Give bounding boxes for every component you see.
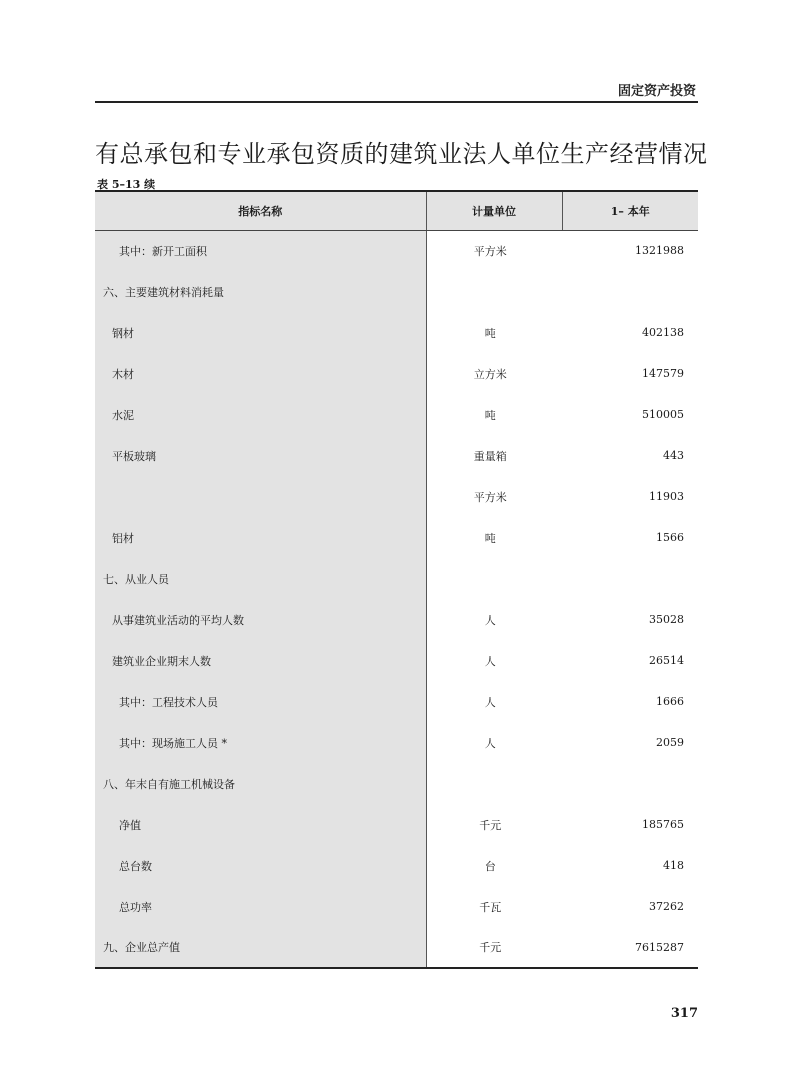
table-row <box>95 599 698 640</box>
page-number: 317 <box>670 1006 698 1021</box>
row-unit: 千元 <box>479 818 502 832</box>
table-row <box>95 763 698 804</box>
row-unit <box>426 558 562 599</box>
row-value: 2059 <box>656 736 684 749</box>
row-name: 平板玻璃 <box>95 435 426 476</box>
column-header-unit: 计量单位 <box>426 191 562 230</box>
row-name <box>95 476 426 517</box>
table-row <box>95 476 698 517</box>
column-header-name: 指标名称 <box>95 191 426 230</box>
row-value: 11903 <box>649 490 684 503</box>
table-row <box>95 517 698 558</box>
row-unit: 千瓦 <box>479 900 502 914</box>
row-name: 七、从业人员 <box>95 558 426 599</box>
row-value: 402138 <box>642 326 684 339</box>
table-row <box>95 353 698 394</box>
row-name: 木材 <box>95 353 426 394</box>
table-row <box>95 886 698 927</box>
row-unit: 重量箱 <box>473 449 507 463</box>
header-rule <box>95 101 698 103</box>
table-number: 表 5–13 续 <box>97 178 156 191</box>
table-row <box>95 271 698 312</box>
row-value: 185765 <box>642 818 684 831</box>
row-value: 147579 <box>642 367 684 380</box>
table-row <box>95 640 698 681</box>
row-unit: 千元 <box>426 927 562 968</box>
row-unit: 吨 <box>484 408 496 422</box>
data-table <box>95 190 698 969</box>
row-value: 35028 <box>649 613 684 626</box>
row-value <box>562 763 698 804</box>
row-value: 1666 <box>656 695 684 708</box>
row-value: 510005 <box>642 408 684 421</box>
row-name: 九、企业总产值 <box>95 927 426 968</box>
row-name: 水泥 <box>95 394 426 435</box>
row-unit: 平方米 <box>473 244 507 258</box>
row-value: 443 <box>663 449 684 462</box>
table-row <box>95 681 698 722</box>
row-name: 八、年末自有施工机械设备 <box>95 763 426 804</box>
row-name: 净值 <box>95 804 426 845</box>
table-row <box>95 312 698 353</box>
row-unit <box>426 271 562 312</box>
row-value: 418 <box>663 859 684 872</box>
row-unit: 平方米 <box>473 490 507 504</box>
table-row <box>95 722 698 763</box>
row-unit: 人 <box>484 695 496 709</box>
row-unit: 人 <box>484 654 496 668</box>
table-row <box>95 558 698 599</box>
row-value <box>562 558 698 599</box>
row-value: 1566 <box>656 531 684 544</box>
row-name: 钢材 <box>95 312 426 353</box>
row-unit: 人 <box>484 613 496 627</box>
table-row <box>95 804 698 845</box>
table-row <box>95 230 698 271</box>
row-name: 总功率 <box>95 886 426 927</box>
row-unit: 吨 <box>484 531 496 545</box>
row-value: 26514 <box>649 654 684 667</box>
data-table-container <box>95 190 698 969</box>
row-name: 六、主要建筑材料消耗量 <box>95 271 426 312</box>
table-row <box>95 435 698 476</box>
row-unit: 吨 <box>484 326 496 340</box>
table-row <box>95 927 698 968</box>
row-unit <box>426 763 562 804</box>
table-row <box>95 845 698 886</box>
page-title: 有总承包和专业承包资质的建筑业法人单位生产经营情况 <box>95 140 708 168</box>
row-name: 总台数 <box>95 845 426 886</box>
row-name: 其中：新开工面积 <box>95 230 426 271</box>
row-value: 37262 <box>649 900 684 913</box>
table-header-row <box>95 191 698 230</box>
row-value: 7615287 <box>562 927 698 968</box>
row-value: 1321988 <box>635 244 684 258</box>
row-value <box>562 271 698 312</box>
row-name: 铝材 <box>95 517 426 558</box>
row-name: 从事建筑业活动的平均人数 <box>95 599 426 640</box>
section-label: 固定资产投资 <box>617 84 696 99</box>
table-row <box>95 394 698 435</box>
row-unit: 人 <box>484 736 496 750</box>
row-name: 其中：现场施工人员 * <box>95 722 426 763</box>
row-name: 其中：工程技术人员 <box>95 681 426 722</box>
row-unit: 立方米 <box>473 367 507 381</box>
row-unit: 台 <box>484 859 496 873</box>
column-header-value: 1– 本年 <box>562 191 698 230</box>
row-name: 建筑业企业期末人数 <box>95 640 426 681</box>
